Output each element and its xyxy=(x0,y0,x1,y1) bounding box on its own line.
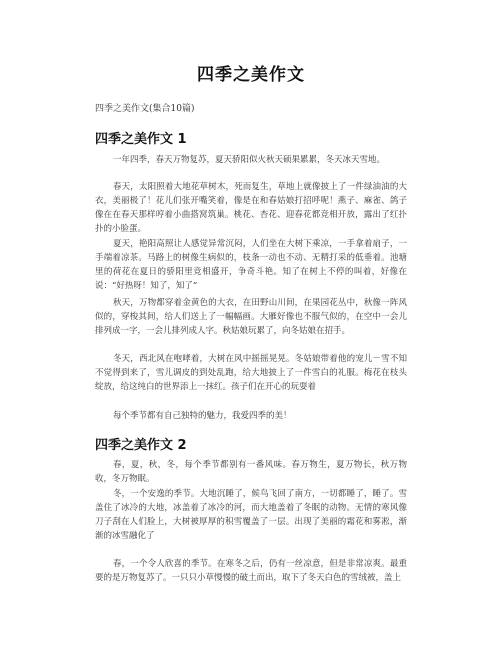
document-subtitle: 四季之美作文(集合10篇) xyxy=(95,104,195,114)
section-1-paragraph-1: 一年四季，春天万物复苏，夏天骄阳似火秋天硕果累累，冬天冰天雪地。 xyxy=(113,155,386,165)
section-1-paragraph-5: 冬天，西北风在咆哮着，大树在风中摇摇晃晃。冬姑娘带着他的宠儿－雪不知不觉得到来了，雪儿调皮的到处乱跑，给大地披上了一件雪白的礼服。梅花在枝头绽放，给这纯白的世界添上一抹红。孩子们在开心的玩耍着 xyxy=(95,354,407,392)
section-1-paragraph-4: 秋天，万物都穿着金黄色的大衣，在田野山川间，在果园花丛中，秋像一阵风似的，穿梭其间，给人们送上了一幅幅画。大雁好像也不服气似的，在空中一会儿排列成一字，一会儿排列成人字。秋姑娘玩累了，向冬姑娘在招手。 xyxy=(95,298,407,336)
section-2-paragraph-1: 春，夏，秋，冬，每个季节都别有一番风味。春万物生，夏万物长，秋万物收，冬万物眠。 xyxy=(95,460,407,484)
section-heading-1: 四季之美作文 1 xyxy=(95,132,187,147)
section-1-paragraph-3: 夏天，艳阳高照让人感觉异常沉闷，人们坐在大树下乘凉，一手拿着扇子，一手端着凉茶。马路上的树像生病似的，枝条一动也不动、无精打采的低垂着。池塘里的荷花在夏日的骄阳里竞相盛开，争奇斗艳。知了在树上不停的叫着，好像在说：“好热呀！知了，知了” xyxy=(95,239,407,291)
section-2-paragraph-3: 春，一个令人欣喜的季节。在寒冬之后，仍有一丝凉意，但是非常凉爽。最重要的是万物复苏了。一只只小草慢慢的破土而出，取下了冬天白色的雪绒被，盖上 xyxy=(95,559,407,583)
section-1-paragraph-6: 每个季节都有自己独特的魅力，我爱四季的美！ xyxy=(113,411,292,421)
section-heading-2: 四季之美作文 2 xyxy=(95,438,187,453)
document-title: 四季之美作文 xyxy=(197,65,305,85)
section-1-paragraph-2: 春天，太阳照着大地花草树木，死而复生，草地上就像披上了一件绿油油的大衣，美丽极了！花儿们张开嘴笑着，像是在和春姑娘打招呼呢！燕子、麻雀、鸽子像在在春天那样哼着小曲搭窝筑巢。桃花、杏花、迎春花都竞相开放，露出了红扑扑的小脸蛋。 xyxy=(95,182,407,234)
section-2-paragraph-2: 冬，一个安逸的季节。大地沉睡了，候鸟飞回了南方，一切都睡了，睡了。雪盖住了冰冷的大地，冰盖着了冰冷的河，而大地盖着了冬眠的动物。无情的寒风像刀子刮在人们脸上，大树被厚厚的积雪覆盖了一层。出现了美丽的霜花和雾凇，渐渐的冰雪融化了 xyxy=(95,489,407,541)
